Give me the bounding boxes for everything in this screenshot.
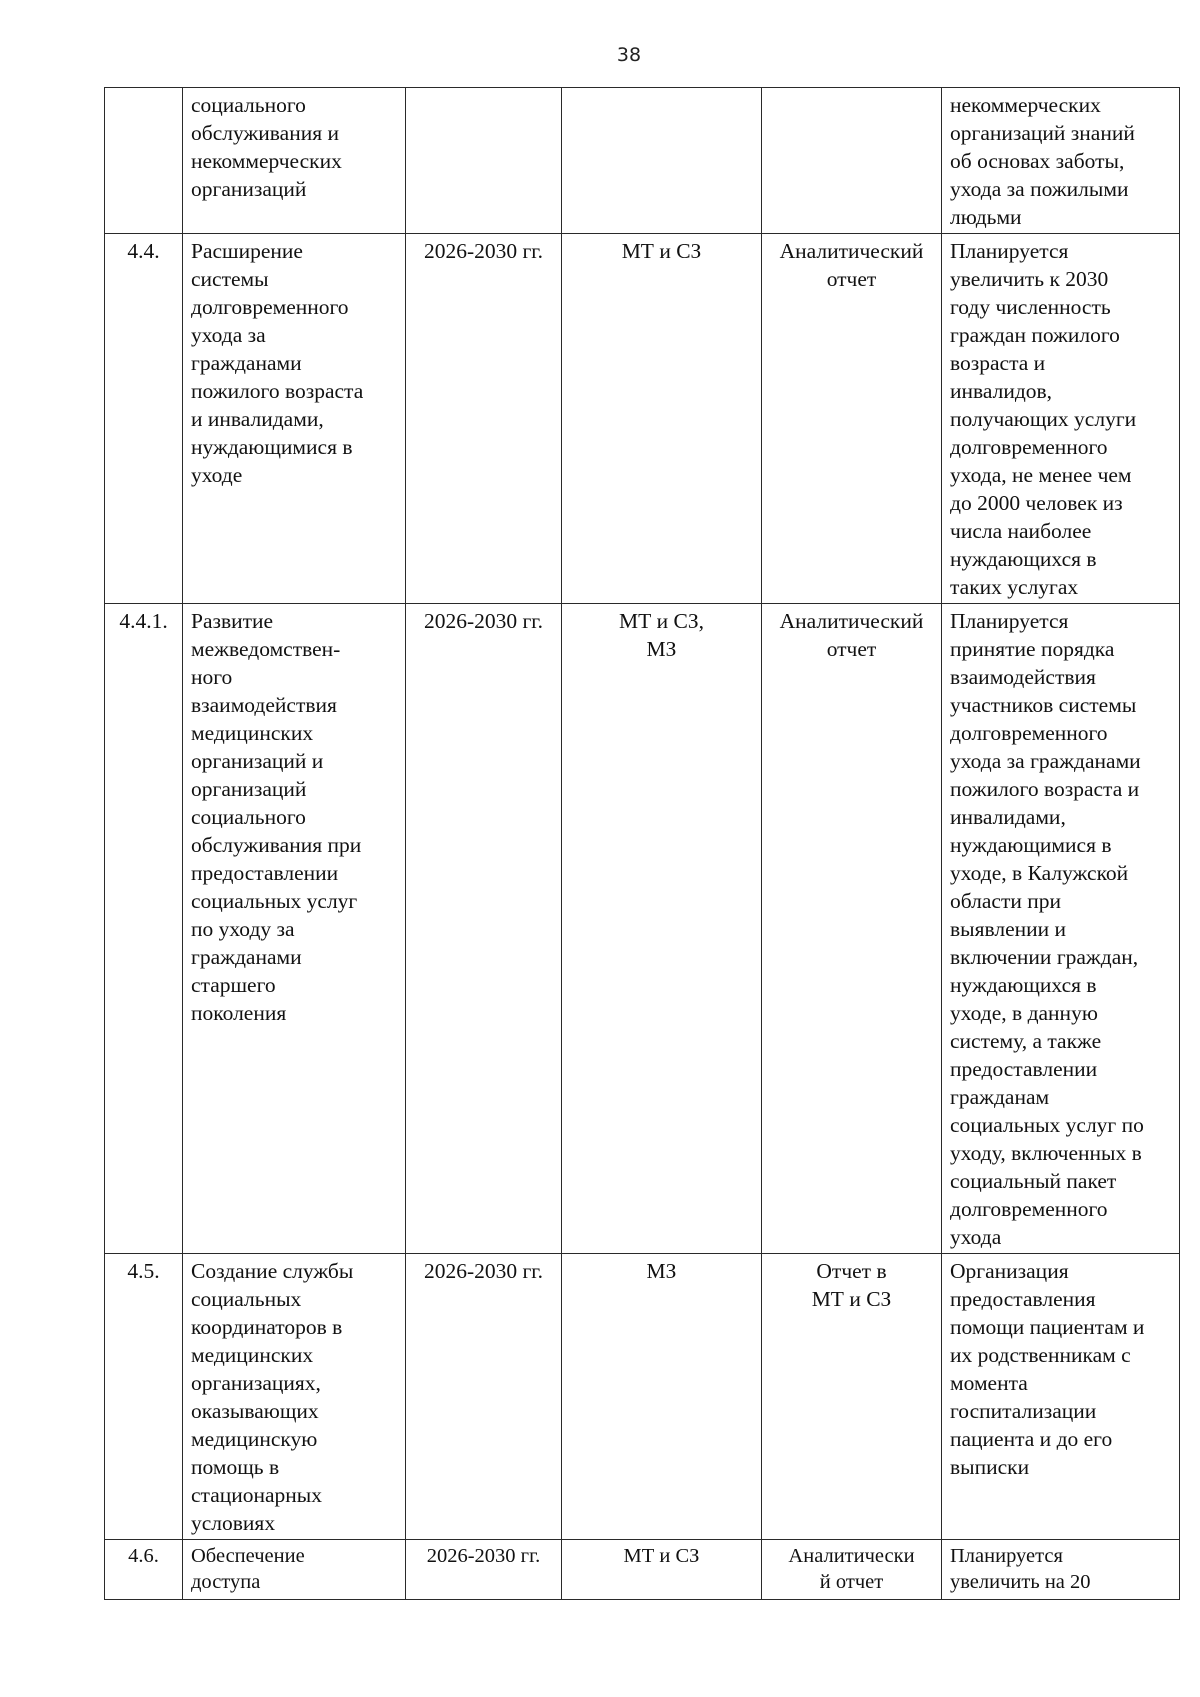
page-number: 38	[616, 44, 642, 66]
action-plan-table	[104, 87, 1180, 1600]
expected-result: Организация предоставления помощи пациентам и их родственникам с момента госпитализации пациента и до его выписки	[942, 1254, 1180, 1540]
expected-result: Планируется увеличить к 2030 году численность граждан пожилого возраста и инвалидов, получающих услуги долговременного ухода, не менее чем до 2000 человек из числа наиболее нуждающихся в таких услугах	[942, 234, 1180, 604]
table-row	[105, 234, 1180, 604]
implementation-period	[406, 88, 562, 234]
completion-form: Отчет в МТ и СЗ	[762, 1254, 942, 1540]
measure-name: социального обслуживания и некоммерческих организаций	[183, 88, 406, 234]
responsible-executor: МТ и СЗ, МЗ	[562, 604, 762, 1254]
completion-form: Аналитический отчет	[762, 604, 942, 1254]
implementation-period: 2026-2030 гг.	[406, 1254, 562, 1540]
responsible-executor: МТ и СЗ	[562, 1540, 762, 1600]
responsible-executor	[562, 88, 762, 234]
expected-result: Планируется увеличить на 20	[942, 1540, 1180, 1600]
expected-result: некоммерческих организаций знаний об основах заботы, ухода за пожилыми людьми	[942, 88, 1180, 234]
completion-form: Аналитически й отчет	[762, 1540, 942, 1600]
implementation-period: 2026-2030 гг.	[406, 604, 562, 1254]
row-number: 4.4.1.	[105, 604, 183, 1254]
measure-name: Расширение системы долговременного ухода за гражданами пожилого возраста и инвалидами, нуждающимися в уходе	[183, 234, 406, 604]
row-number	[105, 88, 183, 234]
table-row	[105, 1540, 1180, 1600]
completion-form	[762, 88, 942, 234]
row-number: 4.6.	[105, 1540, 183, 1600]
responsible-executor: МЗ	[562, 1254, 762, 1540]
measure-name: Обеспечение доступа	[183, 1540, 406, 1600]
implementation-period: 2026-2030 гг.	[406, 1540, 562, 1600]
table-row	[105, 1254, 1180, 1540]
table-row	[105, 88, 1180, 234]
row-number: 4.4.	[105, 234, 183, 604]
responsible-executor: МТ и СЗ	[562, 234, 762, 604]
table-row	[105, 604, 1180, 1254]
measure-name: Развитие межведомствен- ного взаимодействия медицинских организаций и организаций социального обслуживания при предоставлении социальных услуг по уходу за гражданами старшего поколения	[183, 604, 406, 1254]
completion-form: Аналитический отчет	[762, 234, 942, 604]
measure-name: Создание службы социальных координаторов в медицинских организациях, оказывающих медицинскую помощь в стационарных условиях	[183, 1254, 406, 1540]
expected-result: Планируется принятие порядка взаимодействия участников системы долговременного ухода за гражданами пожилого возраста и инвалидами, нуждающимися в уходе, в Калужской области при выявлении и включении граждан, нуждающихся в уходе, в данную систему, а также предоставлении гражданам социальных услуг по уходу, включенных в социальный пакет долговременного ухода	[942, 604, 1180, 1254]
row-number: 4.5.	[105, 1254, 183, 1540]
implementation-period: 2026-2030 гг.	[406, 234, 562, 604]
